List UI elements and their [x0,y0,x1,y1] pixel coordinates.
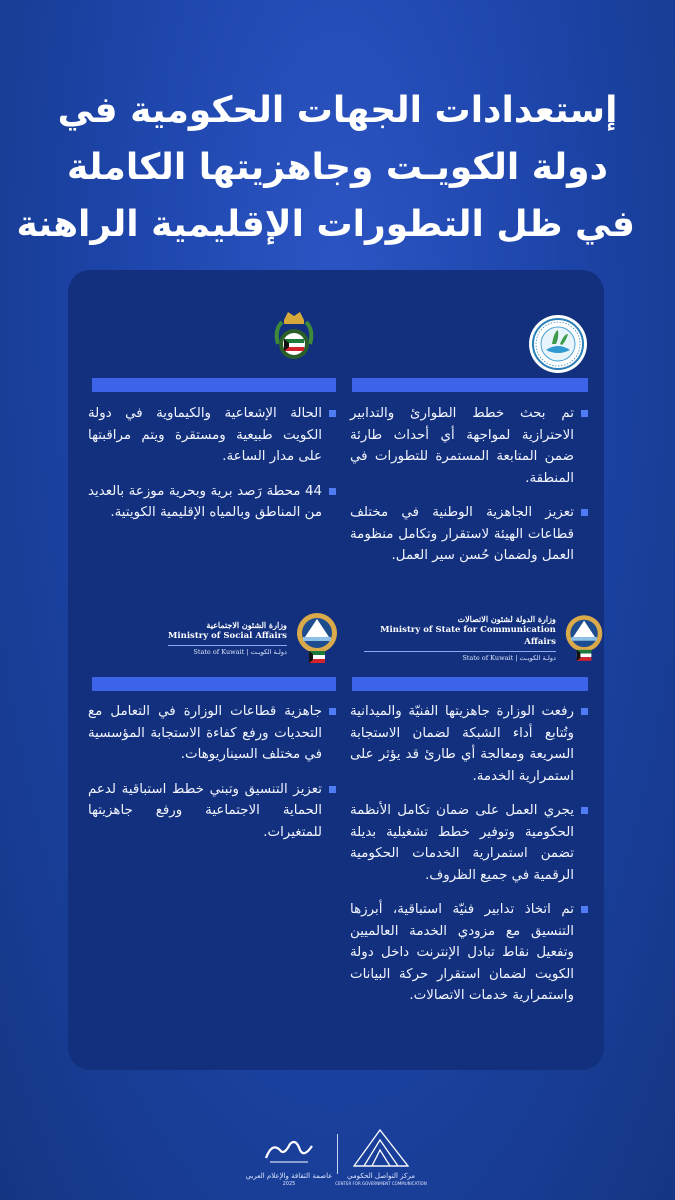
social-ministry-ar: وزارة الشئون الاجتماعية [206,620,287,630]
communication-point-1: رفعت الوزارة جاهزيتها الفنيّة والميدانية وتُتابع أداء الشبكة لضمان الاستجابة السريعة ومعالجة أي طارئ قد يؤثر على استمرارية الخدمة. [350,701,588,787]
communication-ministry-en: Ministry of State for Communication Affairs [380,625,556,647]
bullet-icon [581,410,588,417]
section-environment [350,403,588,580]
capital-of-culture-year: 2025 [282,1181,296,1187]
page-title [16,82,635,253]
environment-authority-seal-icon [528,314,588,374]
social-state: State of Kuwait | دولـة الكويـت [168,645,287,656]
section-bar-national-guard [92,378,336,392]
social-ministry-logo [168,607,339,669]
environment-point-1: تم بحث خطط الطوارئ والتدابير الاحترازية لمواجهة أي أحداث طارئة ضمن المتابعة المستمرة للتطورات في المنطقة. [350,403,588,489]
national-guard-emblem-icon [270,308,318,368]
section-bar-communication [352,677,588,691]
kuwait-emblem-icon [564,607,604,669]
kuwait-emblem-icon [295,607,339,669]
social-point-2: تعزيز التنسيق وتبني خطط استباقية لدعم الحماية الاجتماعية ورفع جاهزيتها للمتغيرات. [88,779,336,844]
capital-of-culture-logo-icon [262,1136,316,1166]
section-communication [350,701,588,1020]
national-guard-point-2: 44 محطة رَصد برية وبحرية موزعة بالعديد من المناطق وبالمياه الإقليمية الكويتية. [88,481,336,524]
footer [0,1120,675,1190]
footer-divider [337,1134,338,1174]
communication-ministry-ar: وزارة الدولة لشئون الاتصالات [457,614,556,624]
bullet-icon [329,488,336,495]
bullet-icon [581,807,588,814]
capital-of-culture-caption: عاصمة الثقافة والإعلام العربي [245,1172,333,1180]
content-panel [68,270,604,1070]
bullet-icon [329,786,336,793]
social-point-1: جاهزية قطاعات الوزارة في التعامل مع التحديات ورفع كفاءة الاستجابة المؤسسية في مختلف السيناريوهات. [88,701,336,766]
bullet-icon [329,708,336,715]
section-social [88,701,336,856]
section-bar-social [92,677,336,691]
environment-point-2: تعزيز الجاهزية الوطنية في مختلف قطاعات الهيئة لاستقرار وتكامل منظومة العمل ولضمان حُسن سير العمل. [350,502,588,567]
bullet-icon [581,509,588,516]
title-line-3: في ظل التطورات الإقليمية الراهنة [16,204,635,245]
bullet-icon [329,410,336,417]
national-guard-point-1: الحالة الإشعاعية والكيماوية في دولة الكويت طبيعية ومستقرة ويتم مراقبتها على مدار الساعة. [88,403,336,468]
title-line-2: دولة الكويـت وجاهزيتها الكاملة [67,147,608,188]
social-ministry-en: Ministry of Social Affairs [168,631,287,641]
government-communication-center-logo-icon [350,1126,412,1170]
bullet-icon [581,906,588,913]
communication-ministry-logo [364,607,604,669]
communication-state: State of Kuwait | دولـة الكويـت [364,651,556,662]
gov-comm-center-caption-en: CENTER FOR GOVERNMENT COMMUNICATION [335,1181,427,1186]
bullet-icon [581,708,588,715]
communication-point-2: يجري العمل على ضمان تكامل الأنظمة الحكومية وتوفير خطط تشغيلية بديلة تضمن استمرارية الخدمات الحكومية الرقمية في جميع الظروف. [350,800,588,886]
section-national-guard [88,403,336,537]
section-bar-environment [352,378,588,392]
title-line-1: إستعدادات الجهات الحكومية في [57,90,618,131]
gov-comm-center-caption-ar: مركز التواصل الحكومي [347,1172,415,1180]
communication-point-3: تم اتخاذ تدابير فنيّة استباقية، أبرزها التنسيق مع مزودي الخدمة العالميين وتفعيل نقاط تبادل الإنترنت داخل دولة الكويت لضمان استقرار حركة البيانات واستمرارية خدمات الاتصالات. [350,899,588,1007]
